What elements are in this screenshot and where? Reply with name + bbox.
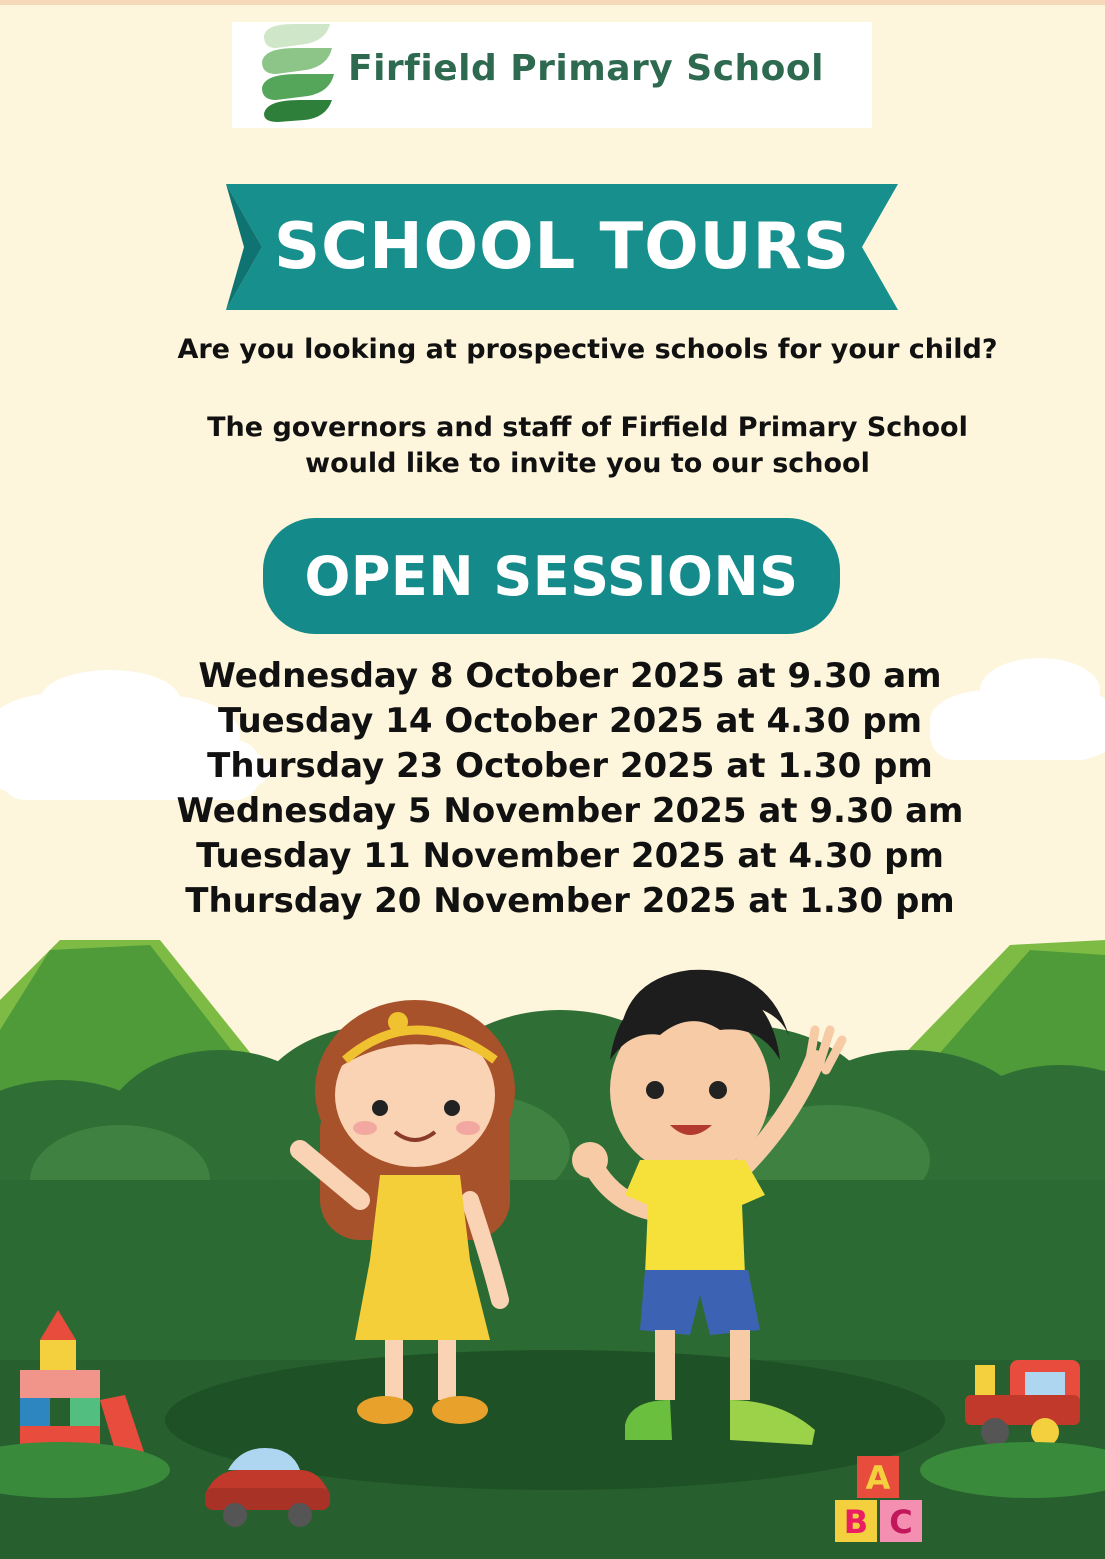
intro-question: Are you looking at prospective schools for your child? [177,334,998,365]
session-date: Tuesday 11 November 2025 at 4.30 pm [196,836,944,876]
session-date: Tuesday 14 October 2025 at 4.30 pm [217,701,922,741]
session-date: Thursday 20 November 2025 at 1.30 pm [185,881,955,921]
banner-title: SCHOOL TOURS [274,210,850,284]
school-name: Firfield Primary School [348,48,824,89]
session-date: Thursday 23 October 2025 at 1.30 pm [207,746,933,786]
block-letter-b: B [843,1503,869,1541]
open-sessions-heading: OPEN SESSIONS [263,518,840,634]
session-date: Wednesday 8 October 2025 at 9.30 am [198,656,942,696]
school-logo-header [232,22,872,128]
intro-invite [0,410,1105,482]
block-letter-a: A [865,1459,891,1497]
session-dates-list [0,654,1105,924]
leaf-logo-icon [246,22,338,128]
session-date: Wednesday 5 November 2025 at 9.30 am [176,791,964,831]
block-letter-c: C [889,1503,913,1541]
invite-line: The governors and staff of Firfield Primary School [207,412,968,443]
top-border-strip [0,0,1105,5]
invite-line: would like to invite you to our school [305,448,870,479]
